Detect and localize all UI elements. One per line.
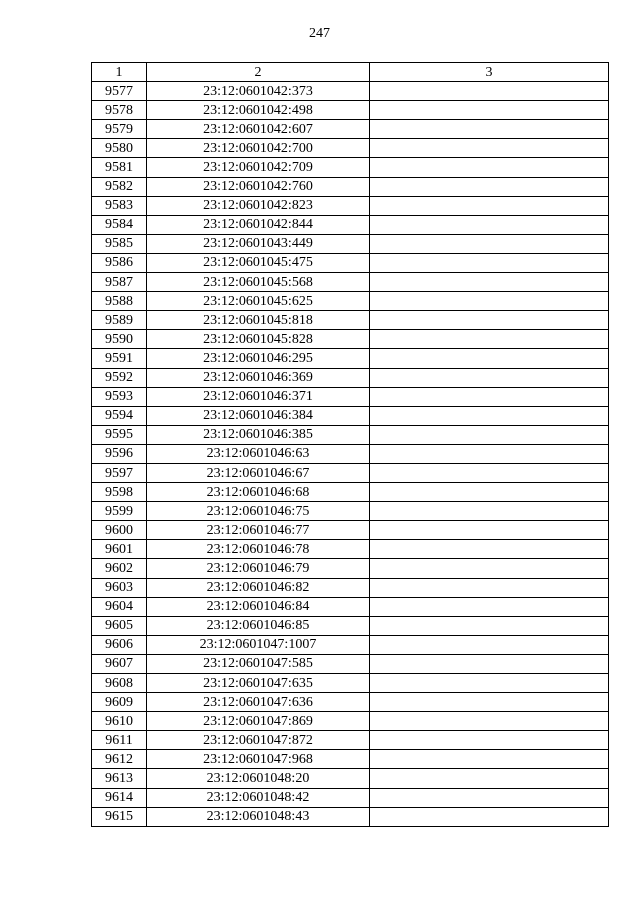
row-number-cell: 9589 [92,311,147,330]
table-row [92,483,609,502]
table-row [92,463,609,482]
row-number-cell: 9584 [92,215,147,234]
row-number-cell: 9594 [92,406,147,425]
table-row [92,635,609,654]
note-cell [370,253,609,272]
cadastral-number-cell: 23:12:0601042:607 [147,120,370,139]
cadastral-number-cell: 23:12:0601046:384 [147,406,370,425]
row-number-cell: 9596 [92,444,147,463]
table-row [92,502,609,521]
row-number-cell: 9592 [92,368,147,387]
cadastral-number-cell: 23:12:0601042:498 [147,101,370,120]
note-cell [370,540,609,559]
note-cell [370,731,609,750]
row-number-cell: 9598 [92,483,147,502]
row-number-cell: 9581 [92,158,147,177]
row-number-cell: 9585 [92,234,147,253]
cadastral-number-cell: 23:12:0601042:700 [147,139,370,158]
cadastral-number-cell: 23:12:0601048:43 [147,807,370,826]
note-cell [370,693,609,712]
cadastral-number-cell: 23:12:0601045:828 [147,330,370,349]
cadastral-number-cell: 23:12:0601046:295 [147,349,370,368]
note-cell [370,311,609,330]
row-number-cell: 9600 [92,521,147,540]
note-cell [370,425,609,444]
header-cell-3: 3 [370,63,609,82]
cadastral-number-cell: 23:12:0601046:75 [147,502,370,521]
cadastral-number-cell: 23:12:0601042:844 [147,215,370,234]
note-cell [370,616,609,635]
row-number-cell: 9588 [92,292,147,311]
note-cell [370,635,609,654]
cadastral-number-cell: 23:12:0601046:82 [147,578,370,597]
row-number-cell: 9613 [92,769,147,788]
note-cell [370,387,609,406]
table-row [92,731,609,750]
note-cell [370,215,609,234]
note-cell [370,807,609,826]
table-row [92,788,609,807]
header-cell-1: 1 [92,63,147,82]
cadastral-number-cell: 23:12:0601047:635 [147,674,370,693]
table-row [92,540,609,559]
row-number-cell: 9606 [92,635,147,654]
note-cell [370,502,609,521]
cadastral-number-cell: 23:12:0601045:475 [147,253,370,272]
table-row [92,330,609,349]
note-cell [370,292,609,311]
note-cell [370,273,609,292]
table-row [92,444,609,463]
note-cell [370,788,609,807]
note-cell [370,101,609,120]
cadastral-number-cell: 23:12:0601046:84 [147,597,370,616]
table-row [92,273,609,292]
table-row [92,196,609,215]
note-cell [370,368,609,387]
note-cell [370,578,609,597]
row-number-cell: 9591 [92,349,147,368]
table-row [92,368,609,387]
header-cell-2: 2 [147,63,370,82]
table-row [92,292,609,311]
cadastral-number-cell: 23:12:0601045:568 [147,273,370,292]
table-row [92,578,609,597]
note-cell [370,483,609,502]
note-cell [370,82,609,101]
row-number-cell: 9582 [92,177,147,196]
cadastral-number-cell: 23:12:0601045:818 [147,311,370,330]
table-row [92,158,609,177]
row-number-cell: 9577 [92,82,147,101]
table-body [92,82,609,827]
row-number-cell: 9579 [92,120,147,139]
table-row [92,215,609,234]
cadastral-number-cell: 23:12:0601046:371 [147,387,370,406]
table-row [92,769,609,788]
cadastral-number-cell: 23:12:0601047:636 [147,693,370,712]
cadastral-number-cell: 23:12:0601047:872 [147,731,370,750]
cadastral-number-cell: 23:12:0601047:968 [147,750,370,769]
table-row [92,311,609,330]
note-cell [370,120,609,139]
cadastral-number-cell: 23:12:0601047:1007 [147,635,370,654]
table-row [92,387,609,406]
cadastral-number-cell: 23:12:0601042:760 [147,177,370,196]
cadastral-number-cell: 23:12:0601043:449 [147,234,370,253]
registry-table [91,62,609,827]
row-number-cell: 9602 [92,559,147,578]
cadastral-number-cell: 23:12:0601046:78 [147,540,370,559]
page-number: 247 [309,26,330,41]
table-row [92,712,609,731]
table-row [92,654,609,673]
row-number-cell: 9614 [92,788,147,807]
table-row [92,807,609,826]
table-row [92,616,609,635]
cadastral-number-cell: 23:12:0601042:373 [147,82,370,101]
cadastral-number-cell: 23:12:0601042:709 [147,158,370,177]
row-number-cell: 9601 [92,540,147,559]
note-cell [370,712,609,731]
cadastral-number-cell: 23:12:0601046:369 [147,368,370,387]
note-cell [370,521,609,540]
table-row [92,406,609,425]
note-cell [370,139,609,158]
cadastral-number-cell: 23:12:0601047:585 [147,654,370,673]
row-number-cell: 9605 [92,616,147,635]
note-cell [370,750,609,769]
table-row [92,693,609,712]
cadastral-number-cell: 23:12:0601046:63 [147,444,370,463]
table-row [92,521,609,540]
row-number-cell: 9603 [92,578,147,597]
cadastral-number-cell: 23:12:0601047:869 [147,712,370,731]
note-cell [370,406,609,425]
row-number-cell: 9612 [92,750,147,769]
cadastral-number-cell: 23:12:0601046:77 [147,521,370,540]
row-number-cell: 9611 [92,731,147,750]
row-number-cell: 9615 [92,807,147,826]
header-row [92,63,609,82]
row-number-cell: 9599 [92,502,147,521]
row-number-cell: 9590 [92,330,147,349]
note-cell [370,177,609,196]
row-number-cell: 9597 [92,463,147,482]
table-row [92,139,609,158]
note-cell [370,330,609,349]
row-number-cell: 9610 [92,712,147,731]
table-row [92,177,609,196]
cadastral-number-cell: 23:12:0601046:67 [147,463,370,482]
note-cell [370,769,609,788]
cadastral-number-cell: 23:12:0601048:42 [147,788,370,807]
row-number-cell: 9595 [92,425,147,444]
table-row [92,559,609,578]
row-number-cell: 9607 [92,654,147,673]
cadastral-number-cell: 23:12:0601046:79 [147,559,370,578]
row-number-cell: 9608 [92,674,147,693]
row-number-cell: 9609 [92,693,147,712]
table-row [92,120,609,139]
note-cell [370,234,609,253]
row-number-cell: 9586 [92,253,147,272]
row-number-cell: 9604 [92,597,147,616]
table-row [92,674,609,693]
table-row [92,750,609,769]
cadastral-number-cell: 23:12:0601046:85 [147,616,370,635]
note-cell [370,463,609,482]
note-cell [370,597,609,616]
note-cell [370,444,609,463]
cadastral-number-cell: 23:12:0601046:68 [147,483,370,502]
note-cell [370,674,609,693]
row-number-cell: 9580 [92,139,147,158]
note-cell [370,349,609,368]
cadastral-number-cell: 23:12:0601046:385 [147,425,370,444]
row-number-cell: 9583 [92,196,147,215]
table-row [92,597,609,616]
table-header [92,63,609,82]
cadastral-number-cell: 23:12:0601042:823 [147,196,370,215]
table-row [92,349,609,368]
note-cell [370,158,609,177]
note-cell [370,559,609,578]
cadastral-number-cell: 23:12:0601045:625 [147,292,370,311]
row-number-cell: 9578 [92,101,147,120]
table-row [92,425,609,444]
row-number-cell: 9593 [92,387,147,406]
table-row [92,253,609,272]
cadastral-number-cell: 23:12:0601048:20 [147,769,370,788]
table-row [92,82,609,101]
note-cell [370,196,609,215]
table-row [92,101,609,120]
table-row [92,234,609,253]
note-cell [370,654,609,673]
row-number-cell: 9587 [92,273,147,292]
